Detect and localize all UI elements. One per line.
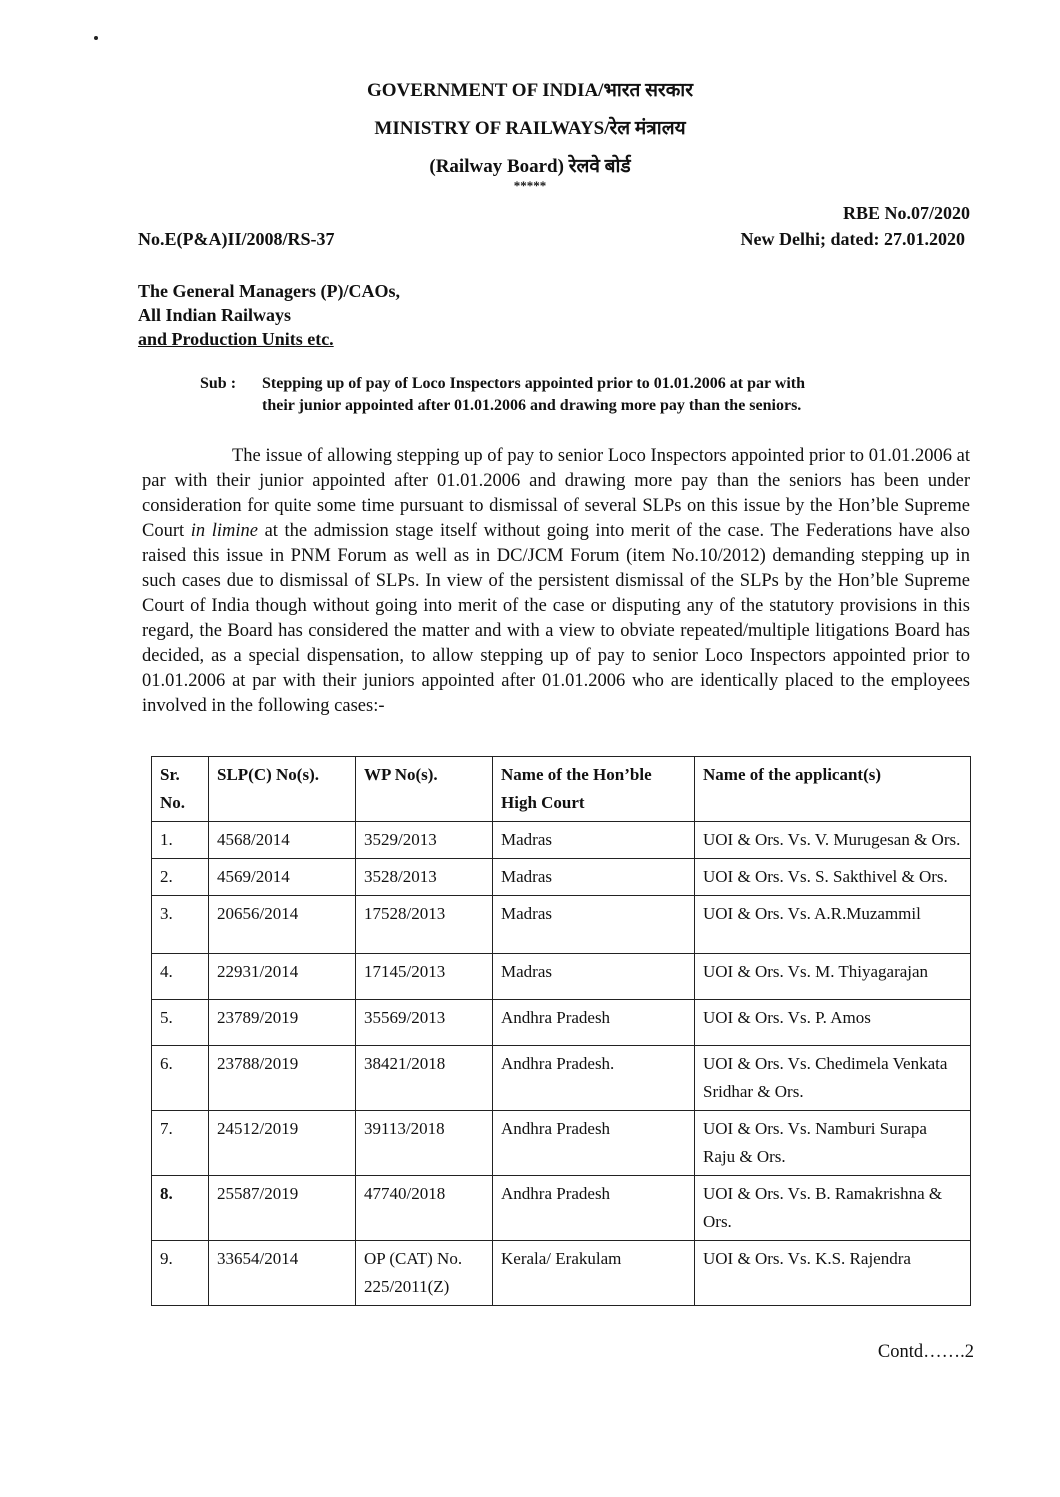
cell-wp: OP (CAT) No. 225/2011(Z) (356, 1241, 493, 1306)
header-stars: ***** (513, 178, 547, 193)
cell-sr: 5. (152, 1000, 209, 1046)
header-ministry: MINISTRY OF RAILWAYS/रेल मंत्रालय (374, 118, 686, 139)
cell-wp: 3529/2013 (356, 822, 493, 859)
addressee-line2: All Indian Railways (138, 305, 292, 325)
cell-slp: 23788/2019 (209, 1046, 356, 1111)
cell-applicant: UOI & Ors. Vs. K.S. Rajendra (695, 1241, 971, 1306)
cell-applicant: UOI & Ors. Vs. V. Murugesan & Ors. (695, 822, 971, 859)
cell-applicant: UOI & Ors. Vs. P. Amos (695, 1000, 971, 1046)
cell-court: Madras (493, 896, 695, 954)
body-paragraph (142, 444, 970, 719)
cases-table (151, 756, 971, 1306)
cell-court: Andhra Pradesh (493, 1000, 695, 1046)
cell-sr: 2. (152, 859, 209, 896)
continued-marker: Contd…….2 (877, 1342, 974, 1362)
cell-sr: 1. (152, 822, 209, 859)
cell-court: Andhra Pradesh. (493, 1046, 695, 1111)
cell-court: Andhra Pradesh (493, 1176, 695, 1241)
header-wp-no: WP No(s). (356, 757, 493, 822)
cell-slp: 22931/2014 (209, 954, 356, 1000)
cell-wp: 17145/2013 (356, 954, 493, 1000)
cell-applicant: UOI & Ors. Vs. Chedimela Venkata Sridhar & Ors. (695, 1046, 971, 1111)
body-text-italic: in limine (190, 521, 258, 541)
table-row (152, 1046, 971, 1111)
cell-applicant: UOI & Ors. Vs. M. Thiyagarajan (695, 954, 971, 1000)
cell-court: Kerala/ Erakulam (493, 1241, 695, 1306)
cell-wp: 38421/2018 (356, 1046, 493, 1111)
cell-applicant: UOI & Ors. Vs. Namburi Surapa Raju & Ors. (695, 1111, 971, 1176)
cell-wp: 47740/2018 (356, 1176, 493, 1241)
header-sr-no: Sr. No. (152, 757, 209, 822)
table-row (152, 1000, 971, 1046)
header-government: GOVERNMENT OF INDIA/भारत सरकार (367, 80, 693, 101)
file-number: No.E(P&A)II/2008/RS-37 (138, 229, 335, 249)
cell-slp: 33654/2014 (209, 1241, 356, 1306)
header-slp-no: SLP(C) No(s). (209, 757, 356, 822)
place-date: New Delhi; dated: 27.01.2020 (740, 229, 965, 249)
cell-wp: 35569/2013 (356, 1000, 493, 1046)
table-row (152, 954, 971, 1000)
header-applicant: Name of the applicant(s) (695, 757, 971, 822)
cell-wp: 3528/2013 (356, 859, 493, 896)
cell-applicant: UOI & Ors. Vs. S. Sakthivel & Ors. (695, 859, 971, 896)
subject-line2: their junior appointed after 01.01.2006 and drawing more pay than the seniors. (262, 397, 802, 414)
cell-sr: 9. (152, 1241, 209, 1306)
cell-court: Madras (493, 822, 695, 859)
scan-mark (94, 36, 98, 40)
cell-slp: 24512/2019 (209, 1111, 356, 1176)
subject-label: Sub : (200, 375, 237, 392)
cell-sr: 6. (152, 1046, 209, 1111)
addressee-line1: The General Managers (P)/CAOs, (138, 281, 400, 301)
header-board: (Railway Board) रेलवे बोर्ड (429, 156, 631, 177)
table-row (152, 1111, 971, 1176)
cell-slp: 23789/2019 (209, 1000, 356, 1046)
table-row (152, 859, 971, 896)
table-row (152, 1241, 971, 1306)
body-text-part2: at the admission stage itself without going into merit of the case. The Federations have also raised this issue in PNM Forum as well as in DC/JCM Forum (item No.10/2012) demanding stepping up in such cases due to dismissal of SLPs. In view of the persistent dismissal of the SLPs by the Hon’ble Supreme Court of India though without going into merit of the case or disputing any of the statutory provisions in this regard, the Board has considered the matter and with a view to obviate repeated/multiple litigations Board has decided, as a special dispensation, to allow stepping up of pay to senior Loco Inspectors appointed prior to 01.01.2006 at par with their juniors appointed after 01.01.2006 who are identically placed to the employees involved in the following cases:- (142, 521, 970, 716)
cell-slp: 25587/2019 (209, 1176, 356, 1241)
cell-wp: 39113/2018 (356, 1111, 493, 1176)
cell-applicant: UOI & Ors. Vs. A.R.Muzammil (695, 896, 971, 954)
cell-court: Madras (493, 954, 695, 1000)
cell-slp: 20656/2014 (209, 896, 356, 954)
addressee-line3: and Production Units etc. (138, 329, 334, 349)
cell-sr: 4. (152, 954, 209, 1000)
table-header-row (152, 757, 971, 822)
cell-court: Andhra Pradesh (493, 1111, 695, 1176)
cell-sr: 8. (152, 1176, 209, 1241)
body-text-part1: The issue of allowing stepping up of pay to senior Loco Inspectors appointed prior to 01.01.2006 at par with their junior appointed after 01.01.2006 and drawing more pay than the seniors has been under consideration for quite some time pursuant to dismissal of several SLPs on this issue by the Hon’ble Supreme Court (142, 446, 970, 541)
table-row (152, 1176, 971, 1241)
table-row (152, 822, 971, 859)
cell-sr: 3. (152, 896, 209, 954)
header-high-court: Name of the Hon’ble High Court (493, 757, 695, 822)
cell-wp: 17528/2013 (356, 896, 493, 954)
cell-slp: 4569/2014 (209, 859, 356, 896)
cell-applicant: UOI & Ors. Vs. B. Ramakrishna & Ors. (695, 1176, 971, 1241)
cell-court: Madras (493, 859, 695, 896)
subject-line1: Stepping up of pay of Loco Inspectors appointed prior to 01.01.2006 at par with (262, 375, 806, 392)
cell-sr: 7. (152, 1111, 209, 1176)
rbe-number: RBE No.07/2020 (842, 203, 970, 223)
table-row (152, 896, 971, 954)
cell-slp: 4568/2014 (209, 822, 356, 859)
